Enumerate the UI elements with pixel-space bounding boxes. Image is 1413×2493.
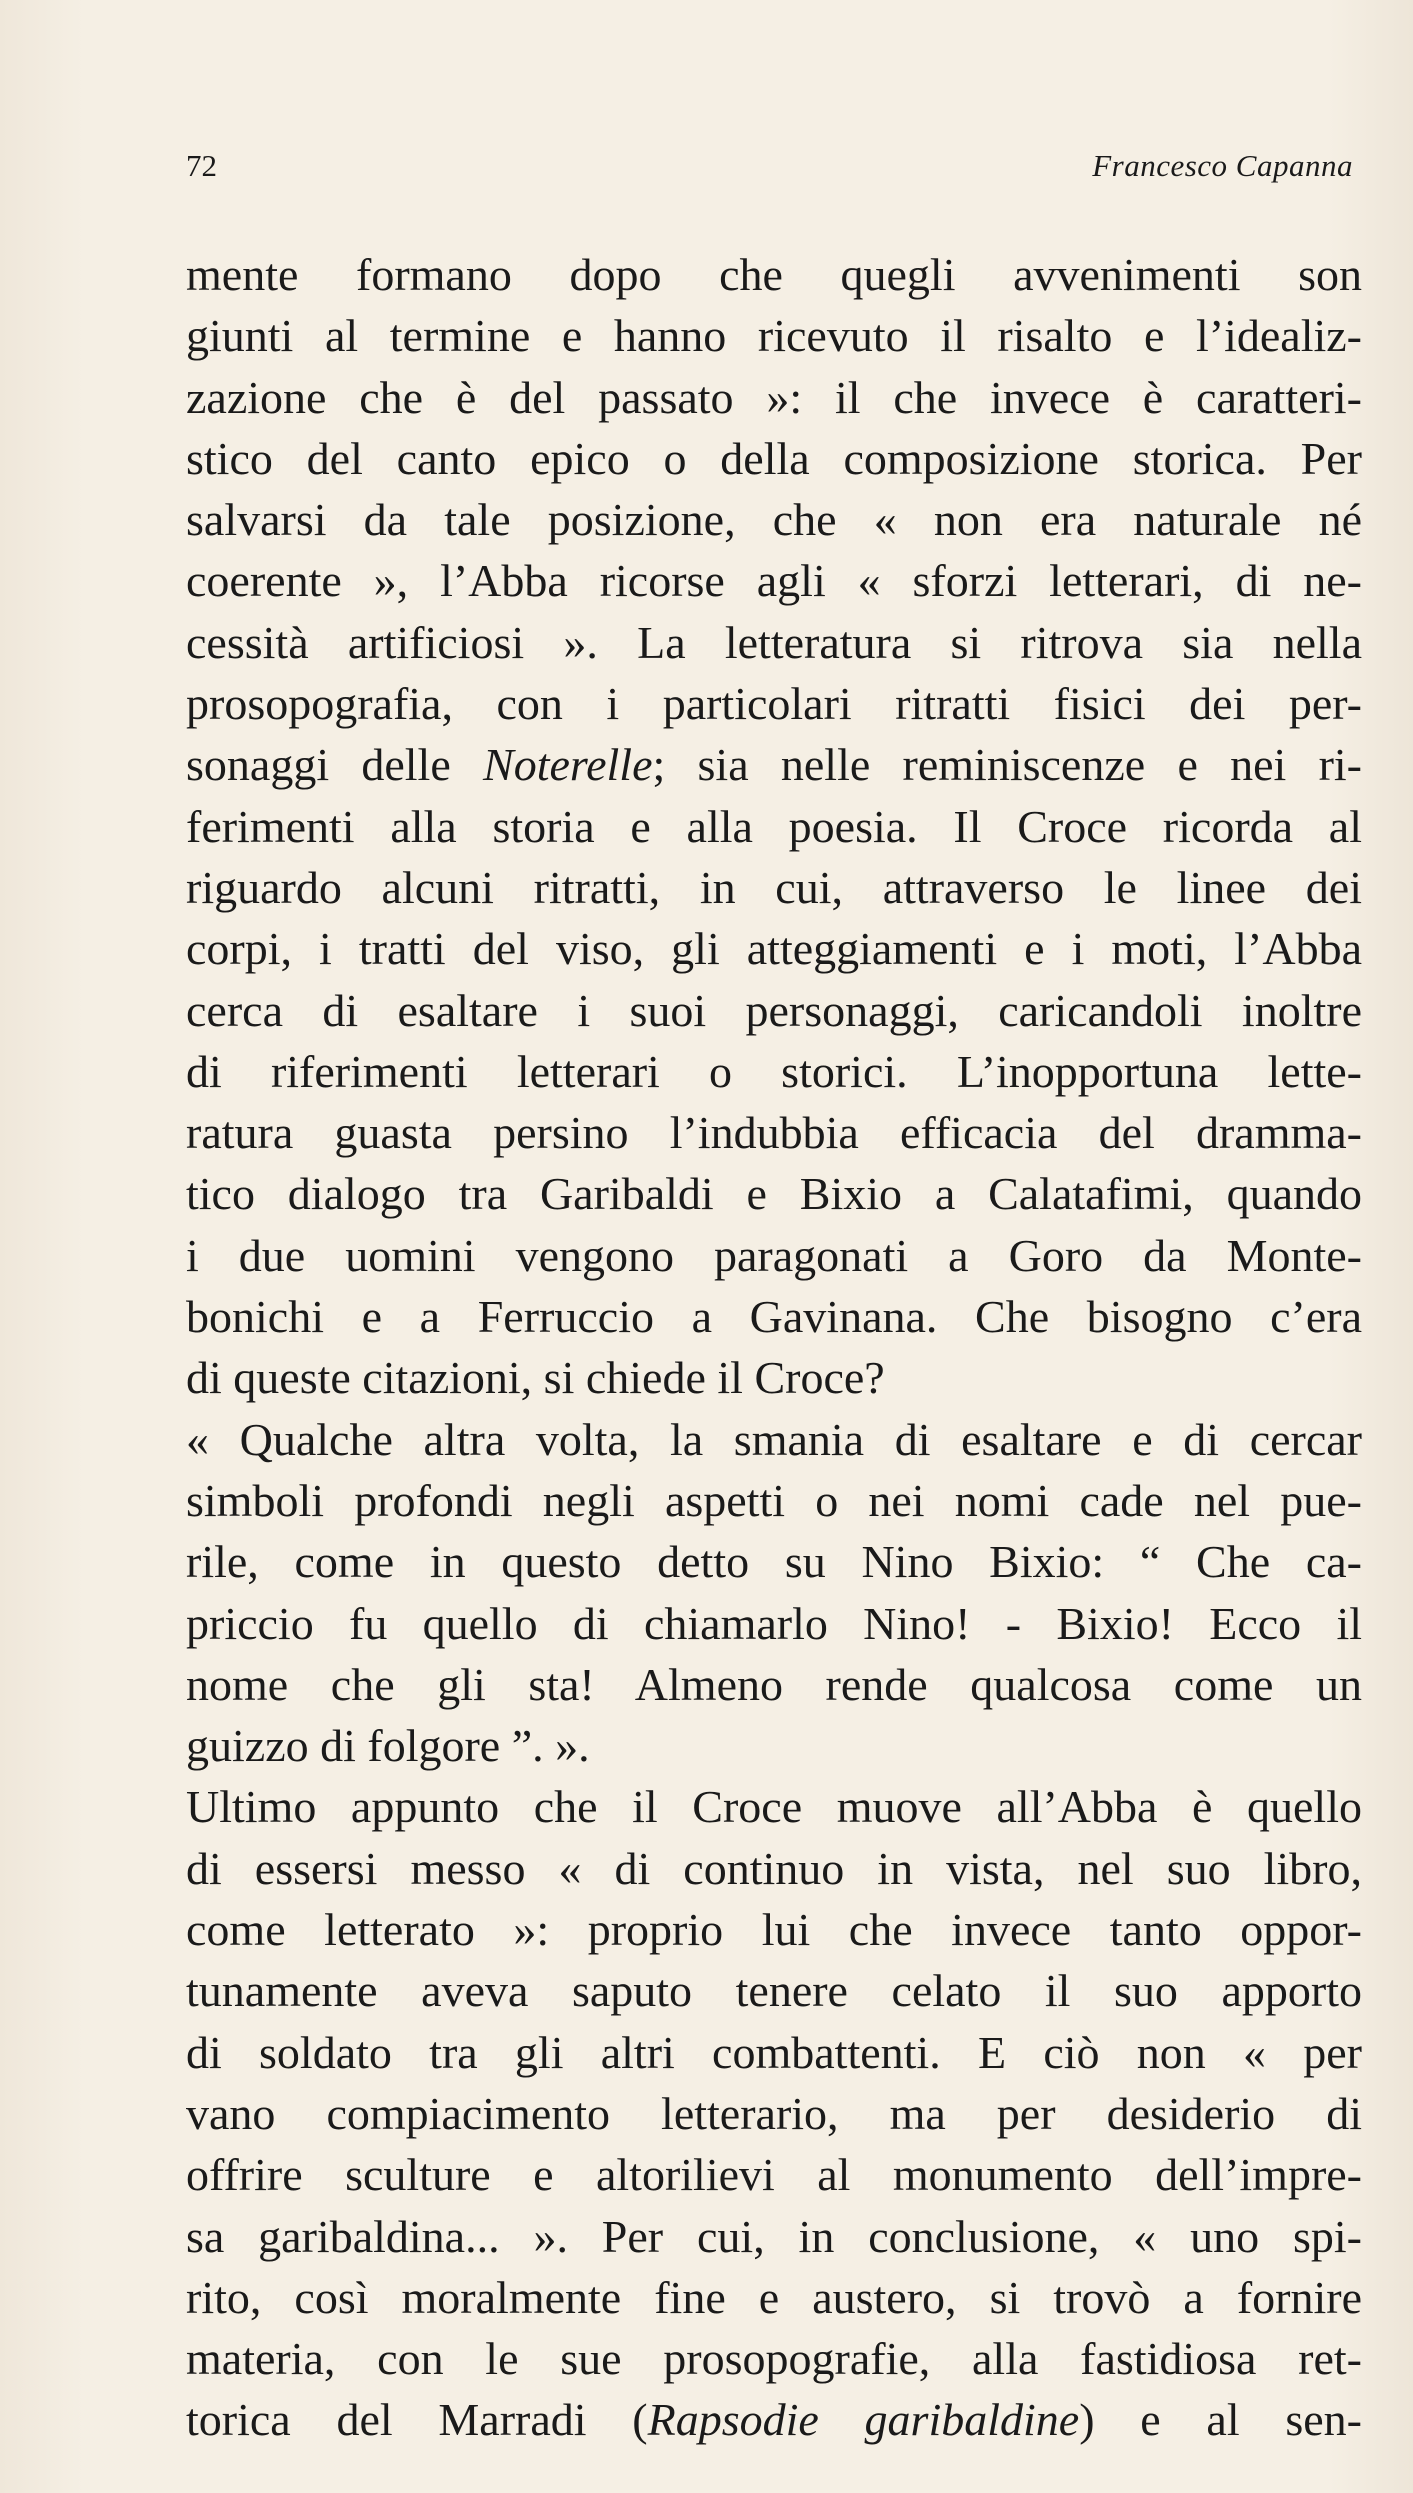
- text-line: di essersi messo « di continuo in vista, nel suo libro,: [186, 1842, 1362, 1894]
- text-line: stico del canto epico o della composizione storica. Per: [186, 432, 1362, 484]
- text-line: vano compiacimento letterario, ma per desiderio di: [186, 2087, 1362, 2139]
- text-line: « Qualche altra volta, la smania di esaltare e di cercar: [186, 1413, 1362, 1465]
- text-line: di soldato tra gli altri combattenti. E ciò non « per: [186, 2026, 1362, 2078]
- text-line: rile, come in questo detto su Nino Bixio: “ Che ca-: [186, 1536, 1362, 1588]
- text-line: zazione che è del passato »: il che invece è caratteri-: [186, 371, 1362, 423]
- text-line: giunti al termine e hanno ricevuto il risalto e l’idealiz-: [186, 310, 1362, 362]
- text-line: cerca di esaltare i suoi personaggi, caricandoli inoltre: [186, 984, 1362, 1036]
- text-line: corpi, i tratti del viso, gli atteggiamenti e i moti, l’Abba: [186, 923, 1362, 975]
- text-line: materia, con le sue prosopografie, alla fastidiosa ret-: [186, 2333, 1362, 2385]
- text-line: tico dialogo tra Garibaldi e Bixio a Calatafimi, quando: [186, 1168, 1362, 1220]
- text-line: riguardo alcuni ritratti, in cui, attraverso le linee dei: [186, 861, 1362, 913]
- italic-title: Noterelle: [483, 739, 653, 791]
- italic-title: Rapsodie garibaldine: [647, 2394, 1080, 2446]
- text-line: prosopografia, con i particolari ritratti fisici dei per-: [186, 678, 1362, 730]
- body-text: [186, 244, 1362, 2451]
- running-head: [186, 148, 1353, 192]
- text-line: sonaggi delle Noterelle; sia nelle reminiscenze e nei ri-: [186, 739, 1362, 791]
- text-line: Ultimo appunto che il Croce muove all’Abba è quello: [186, 1781, 1362, 1833]
- text-line: priccio fu quello di chiamarlo Nino! - Bixio! Ecco il: [186, 1597, 1362, 1649]
- text-line: offrire sculture e altorilievi al monumento dell’impre-: [186, 2149, 1362, 2201]
- text-line: bonichi e a Ferruccio a Gavinana. Che bisogno c’era: [186, 1291, 1362, 1343]
- text-line: tunamente aveva saputo tenere celato il suo apporto: [186, 1965, 1362, 2017]
- page-number: 72: [186, 148, 217, 183]
- text-line: nome che gli sta! Almeno rende qualcosa come un: [186, 1658, 1362, 1710]
- text-line: di queste citazioni, si chiede il Croce?: [186, 1352, 885, 1404]
- text-line: simboli profondi negli aspetti o nei nomi cade nel pue-: [186, 1474, 1362, 1526]
- text-line: ratura guasta persino l’indubbia efficacia del dramma-: [186, 1107, 1362, 1159]
- text-line: ferimenti alla storia e alla poesia. Il Croce ricorda al: [186, 800, 1362, 852]
- text-line: rito, così moralmente fine e austero, si trovò a fornire: [186, 2271, 1362, 2323]
- text-line: torica del Marradi (Rapsodie garibaldine) e al sen-: [186, 2394, 1362, 2446]
- text-line: di riferimenti letterari o storici. L’inopportuna lette-: [186, 1045, 1362, 1097]
- text-line: i due uomini vengono paragonati a Goro da Monte-: [186, 1229, 1362, 1281]
- text-line: coerente », l’Abba ricorse agli « sforzi letterari, di ne-: [186, 555, 1362, 607]
- running-head-author: Francesco Capanna: [1092, 148, 1353, 183]
- text-line: sa garibaldina... ». Per cui, in conclusione, « uno spi-: [186, 2210, 1362, 2262]
- text-line: cessità artificiosi ». La letteratura si ritrova sia nella: [186, 616, 1362, 668]
- text-line: salvarsi da tale posizione, che « non era naturale né: [186, 494, 1362, 546]
- text-line: come letterato »: proprio lui che invece tanto oppor-: [186, 1904, 1362, 1956]
- text-line: mente formano dopo che quegli avvenimenti son: [186, 249, 1362, 300]
- text-line: guizzo di folgore ”. ».: [186, 1720, 590, 1772]
